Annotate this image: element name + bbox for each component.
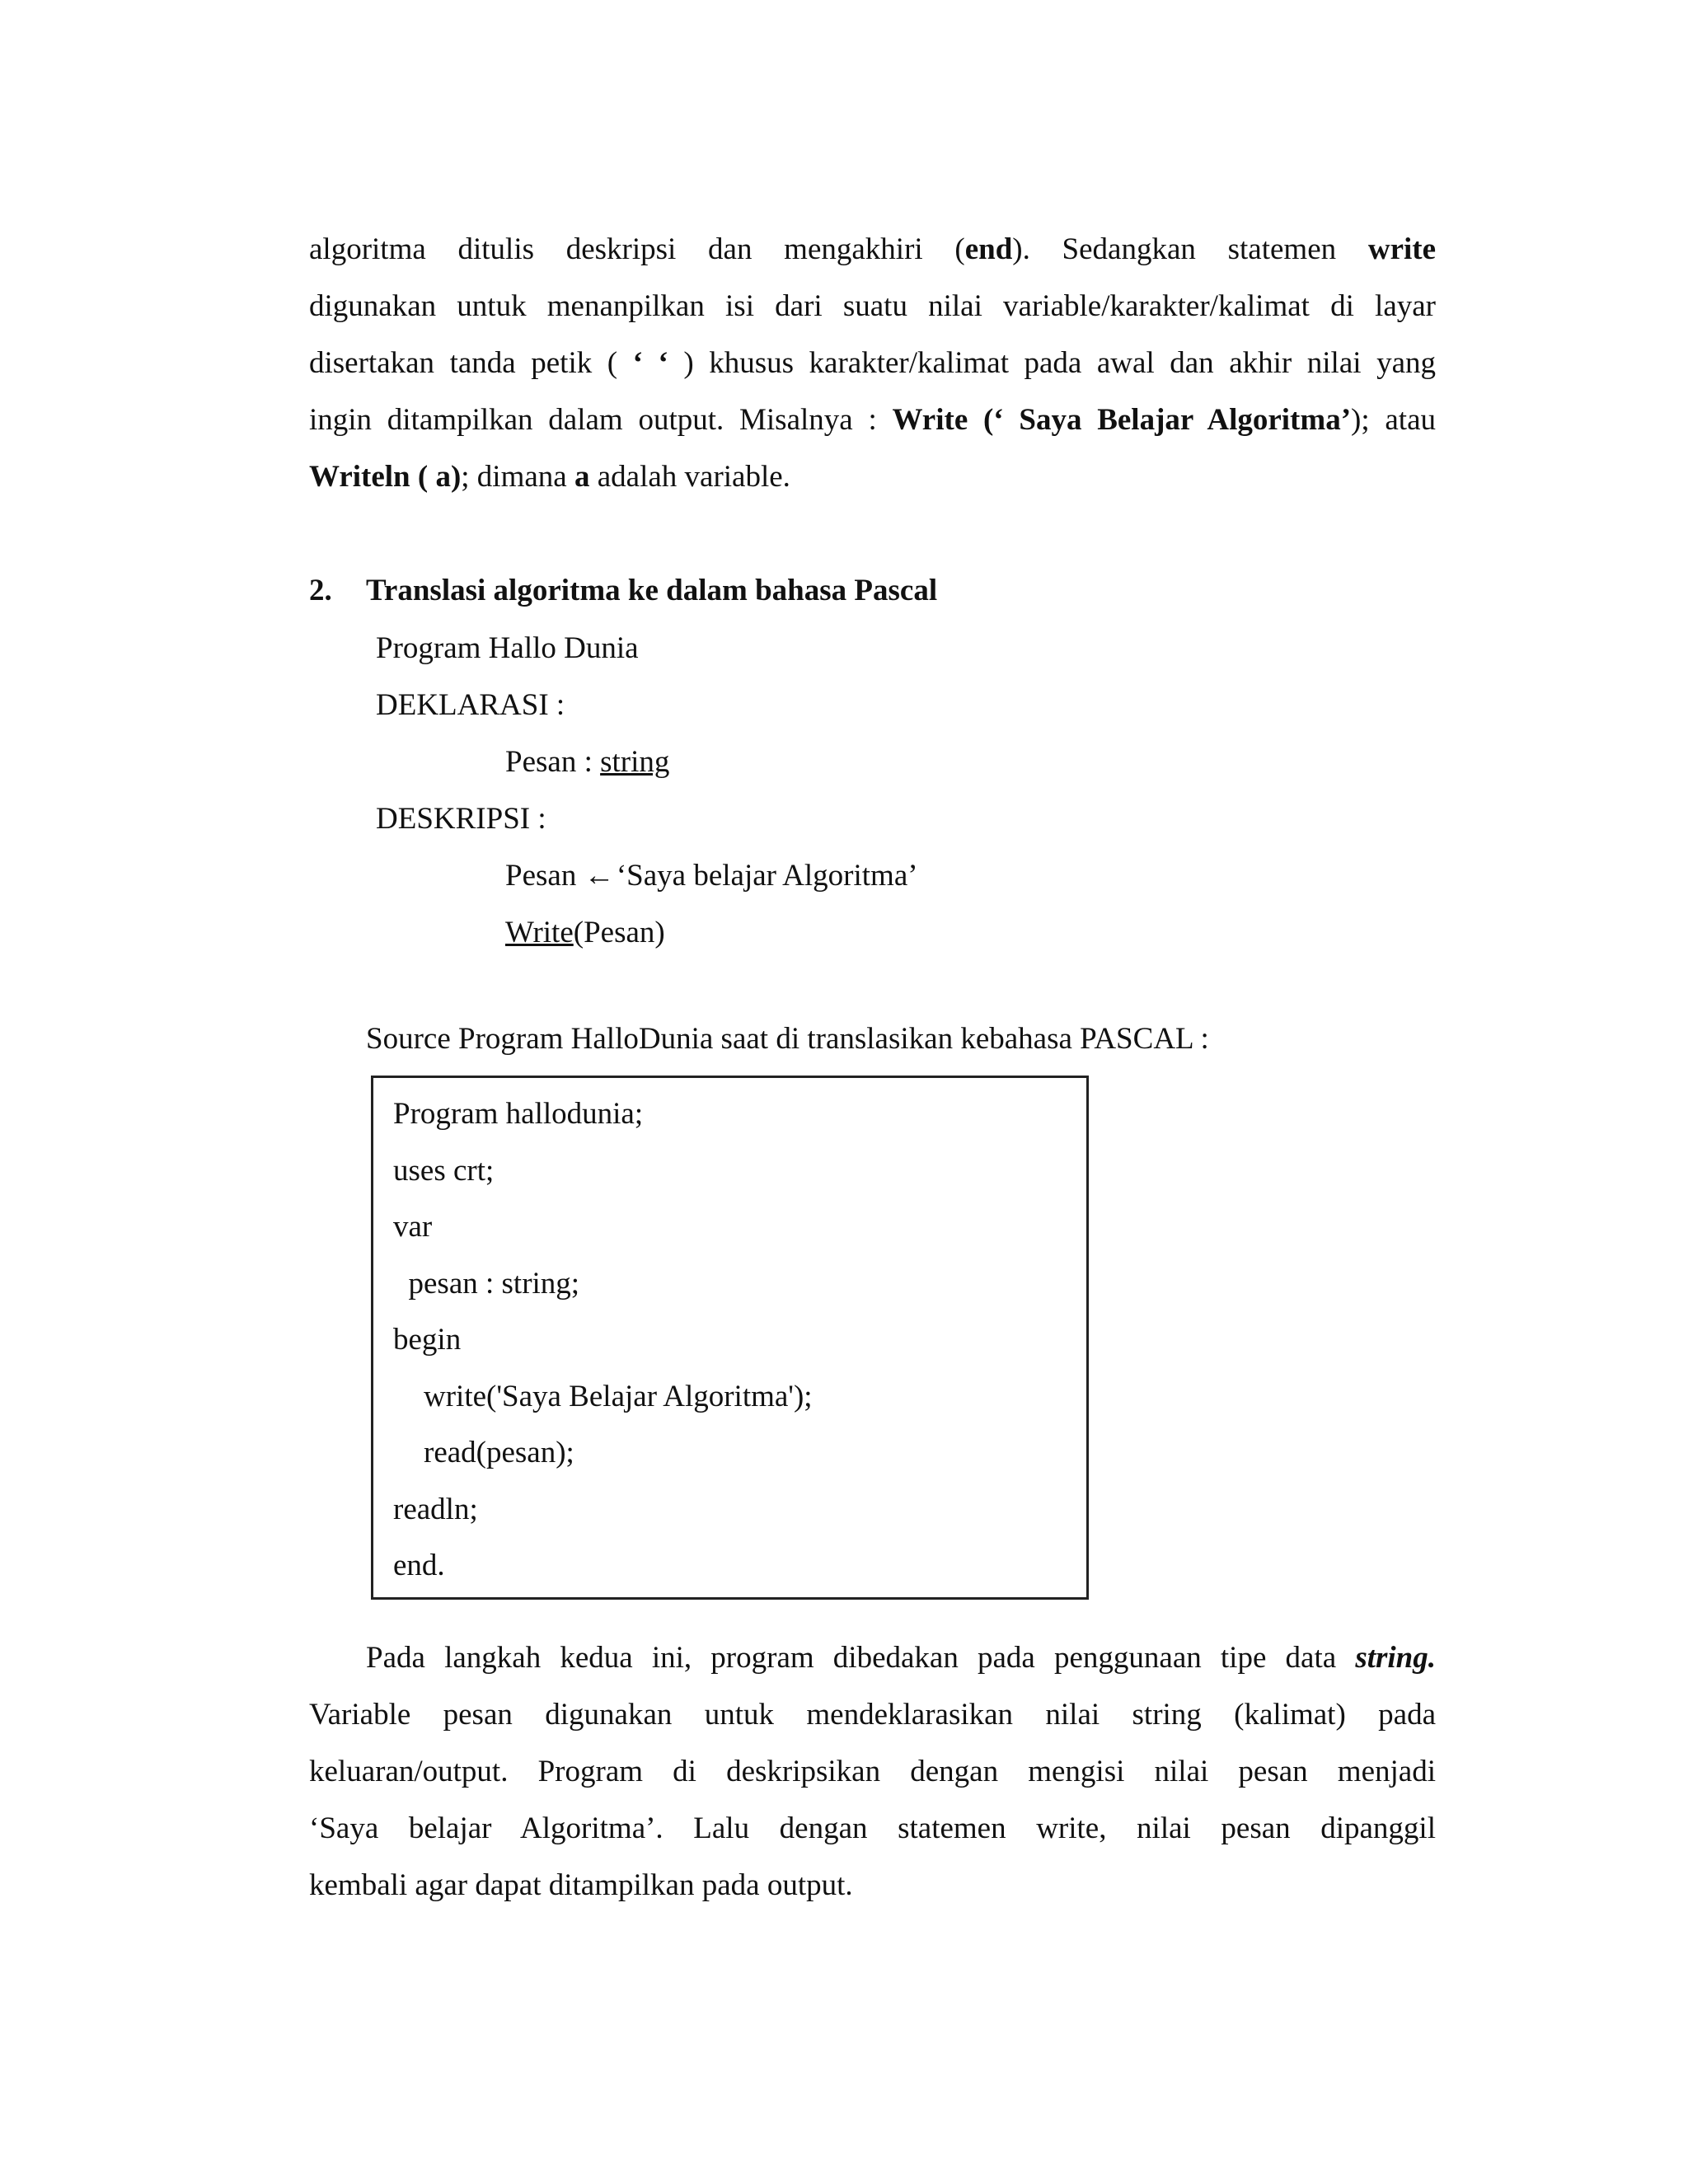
assignment-value: ‘Saya belajar Algoritma’ (608, 859, 918, 893)
algorithm-deskripsi-line: DESKRIPSI : (376, 802, 546, 836)
paragraph-line (309, 391, 1436, 448)
paragraph-line: ‘Saya belajar Algoritma’. Lalu dengan statemen write, nilai pesan dipanggil (309, 1811, 1436, 1845)
variable-name: Pesan : (505, 745, 601, 779)
code-line: read(pesan); (393, 1436, 574, 1469)
algorithm-deklarasi-line: DEKLARASI : (376, 688, 565, 722)
algorithm-program-line: Program Hallo Dunia (376, 631, 639, 665)
write-keyword: Write (505, 916, 574, 949)
code-caption: Source Program HalloDunia saat di translasikan kebahasa PASCAL : (366, 1022, 1209, 1056)
code-line: begin (393, 1323, 462, 1357)
bold-term: a (574, 460, 590, 494)
paragraph-line (366, 1629, 1436, 1686)
text-run: ); atau (1351, 403, 1437, 437)
algorithm-assignment-line (376, 847, 918, 904)
write-argument: (Pesan) (573, 916, 665, 949)
paragraph-line: kembali agar dapat ditampilkan pada output. (309, 1868, 853, 1902)
text-run: adalah variable. (589, 460, 790, 494)
bold-term: Write (‘ Saya Belajar Algoritma’ (892, 403, 1352, 437)
pascal-code-box (371, 1076, 1089, 1600)
left-arrow-icon: ← (584, 859, 615, 893)
code-line: uses crt; (393, 1153, 495, 1188)
text-run: disertakan tanda petik ( (309, 346, 633, 380)
variable-type: string (600, 745, 670, 779)
bold-term: end (964, 232, 1013, 266)
bold-term: ‘ ‘ (632, 346, 668, 380)
code-line: write('Saya Belajar Algoritma'); (393, 1379, 813, 1413)
text-run: ; dimana (461, 460, 574, 494)
code-line: end. (393, 1549, 445, 1582)
assignment-target: Pesan (505, 859, 584, 893)
algorithm-notation (376, 620, 918, 961)
code-line: pesan : string; (393, 1266, 580, 1301)
text-run: ). Sedangkan statemen (1012, 232, 1368, 266)
bold-term: write (1367, 232, 1437, 266)
intro-paragraph (309, 221, 1436, 505)
paragraph-line: keluaran/output. Program di deskripsikan dengan mengisi nilai pesan menjadi (309, 1755, 1436, 1788)
code-line: readln; (393, 1492, 478, 1526)
paragraph-line (309, 335, 1436, 391)
code-line: var (393, 1210, 433, 1244)
code-line: Program hallodunia; (393, 1097, 644, 1131)
paragraph-line (309, 448, 1436, 505)
section-title: Translasi algoritma ke dalam bahasa Pascal (366, 574, 938, 607)
section-heading (309, 562, 937, 619)
text-run: ingin ditampilkan dalam output. Misalnya : (309, 403, 893, 437)
text-run: Pada langkah kedua ini, program dibedakan pada penggunaan tipe data (366, 1641, 1356, 1675)
algorithm-variable-line (376, 733, 918, 790)
explanation-paragraph (309, 1629, 1436, 1914)
bold-term: Writeln ( a) (309, 460, 462, 494)
algorithm-write-line (376, 904, 918, 961)
text-run: algoritma ditulis deskripsi dan mengakhiri ( (309, 232, 965, 266)
paragraph-line: Variable pesan digunakan untuk mendeklarasikan nilai string (kalimat) pada (309, 1698, 1436, 1732)
text-run: ) khusus karakter/kalimat pada awal dan akhir nilai yang (668, 346, 1436, 380)
paragraph-line: digunakan untuk menanpilkan isi dari suatu nilai variable/karakter/kalimat di layar (309, 289, 1436, 323)
paragraph-line (309, 221, 1436, 278)
bold-italic-term: string. (1355, 1641, 1436, 1675)
section-number: 2. (309, 574, 332, 607)
